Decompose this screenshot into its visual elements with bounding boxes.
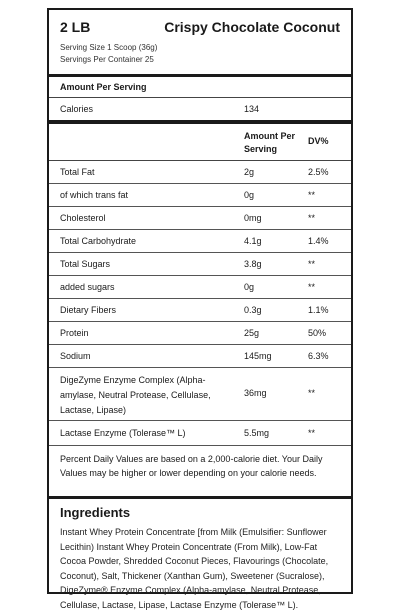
nutrient-name: Total Fat [60,167,95,177]
nutrient-amount: 5.5mg [244,428,270,438]
nutrient-row-lactase-enzyme [49,421,351,446]
nutrient-amount: 0g [244,190,255,200]
nutrient-row-cholesterol [49,207,351,230]
nutrient-row-added-sugars [49,276,351,299]
nutrient-amount: 4.1g [244,236,262,246]
nutrient-dv: ** [308,428,316,438]
calories-row [49,98,351,124]
dv-column-header: DV% [308,136,329,146]
nutrient-amount: 2g [244,167,255,177]
nutrient-amount: 3.8g [244,259,262,269]
nutrient-name: Lactase Enzyme (Tolerase™ L) [60,428,186,438]
nutrient-amount: 0mg [244,213,262,223]
calories-value: 134 [244,104,260,114]
nutrient-name: Cholesterol [60,213,106,223]
nutrient-name: DigeZyme Enzyme Complex (Alpha-amylase, Neutral Protease, Cellulase, Lactase, Lipase) [60,375,211,415]
nutrient-row-sodium [49,345,351,368]
daily-value-disclaimer: Percent Daily Values are based on a 2,000-calorie diet. Your Daily Values may be higher or lower depending on your calorie needs. [49,446,351,499]
label-header [49,10,351,77]
nutrient-row-dietary-fibers [49,299,351,322]
nutrient-name: of which trans fat [60,190,129,200]
nutrient-name: Dietary Fibers [60,305,117,315]
nutrient-row-digezyme [49,368,351,421]
nutrient-row-protein [49,322,351,345]
calories-label: Calories [60,104,94,114]
nutrient-dv: 6.3% [308,351,329,361]
nutrient-name: Total Sugars [60,259,111,269]
nutrient-dv: ** [308,259,316,269]
nutrient-name: Sodium [60,351,91,361]
nutrient-amount: 145mg [244,351,272,361]
nutrient-row-total-sugars [49,253,351,276]
serving-size: Serving Size 1 Scoop (36g) [60,43,158,52]
nutrient-row-total-fat [49,161,351,184]
nutrient-dv: 2.5% [308,167,329,177]
nutrient-amount: 0g [244,282,255,292]
product-weight: 2 LB [60,19,91,35]
ingredients-title: Ingredients [60,505,131,520]
nutrient-dv: ** [308,282,316,292]
nutrient-name: Protein [60,328,89,338]
nutrient-name: Total Carbohydrate [60,236,137,246]
amount-per-serving-title: Amount Per Serving [49,77,351,98]
servings-per-container: Servings Per Container 25 [60,55,154,64]
nutrient-dv: ** [308,190,316,200]
nutrient-dv: ** [308,388,316,398]
nutrient-dv: ** [308,213,316,223]
nutrient-amount: 36mg [244,388,267,398]
column-header [49,124,351,161]
amount-column-header: Amount Per Serving [244,131,296,154]
nutrient-dv: 1.1% [308,305,329,315]
nutrient-dv: 1.4% [308,236,329,246]
nutrient-row-total-carbohydrate [49,230,351,253]
nutrient-row-trans-fat [49,184,351,207]
product-flavor: Crispy Chocolate Coconut [164,19,340,35]
nutrient-amount: 25g [244,328,260,338]
nutrient-name: added sugars [60,282,115,292]
nutrient-amount: 0.3g [244,305,262,315]
nutrition-facts-panel [47,8,353,610]
nutrient-dv: 50% [308,328,327,338]
ingredients-text: Instant Whey Protein Concentrate [from Milk (Emulsifier: Sunflower Lecithin) Instant Whey Protein Concentrate (From Milk), Low-Fat Cocoa Powder, Shredded Coconut Pieces, Flavourings (Chocolate, Coconut), Salt, Thickener (Xanthan Gum), Sweetener (Sucralose), DigeZyme® Enzyme Complex (Alpha-amylase, Neutral Protease, Cellulase, Lactase, Lipase, Lactase Enzyme (Tolerase™ L). [60,527,329,610]
